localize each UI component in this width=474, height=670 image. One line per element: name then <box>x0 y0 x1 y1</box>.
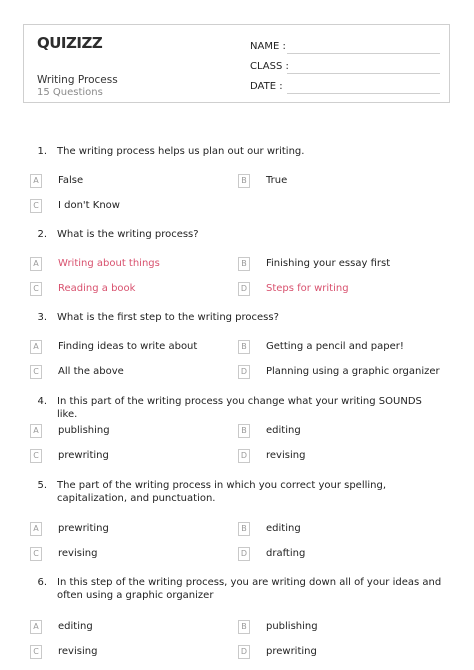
date-line[interactable] <box>287 93 440 94</box>
option-letter-box: A <box>30 424 42 438</box>
answer-option[interactable] <box>30 424 230 440</box>
option-text: editing <box>266 425 301 436</box>
answer-option[interactable] <box>238 449 438 465</box>
answer-option[interactable] <box>238 282 438 298</box>
option-text: Finding ideas to write about <box>58 341 198 352</box>
option-text: Steps for writing <box>266 283 349 294</box>
name-label: NAME : <box>250 41 286 52</box>
option-text: Finishing your essay first <box>266 258 391 269</box>
option-letter-box: D <box>238 449 250 463</box>
class-label: CLASS : <box>250 61 289 72</box>
answer-option[interactable] <box>238 522 438 538</box>
worksheet-title: Writing Process <box>37 74 118 86</box>
question-number: 3. <box>37 312 47 323</box>
option-text: I don't Know <box>58 200 120 211</box>
answer-option[interactable] <box>30 449 230 465</box>
date-label: DATE : <box>250 81 283 92</box>
option-text: publishing <box>266 621 318 632</box>
option-letter-box: B <box>238 522 250 536</box>
option-text: drafting <box>266 548 306 559</box>
option-letter-box: C <box>30 282 42 296</box>
option-text: All the above <box>58 366 124 377</box>
question-number: 2. <box>37 229 47 240</box>
question-text: In this step of the writing process, you are writing down all of your ideas and often using a graphic organizer <box>57 577 442 601</box>
answer-option[interactable] <box>30 340 230 356</box>
option-letter-box: C <box>30 449 42 463</box>
option-text: False <box>58 175 84 186</box>
answer-option[interactable] <box>30 522 230 538</box>
option-letter-box: D <box>238 547 250 561</box>
option-letter-box: C <box>30 365 42 379</box>
option-letter-box: D <box>238 645 250 659</box>
option-text: Planning using a graphic organizer <box>266 366 440 377</box>
quizizz-logo: QUIZIZZ <box>37 34 103 52</box>
answer-option[interactable] <box>238 340 438 356</box>
option-letter-box: A <box>30 174 42 188</box>
option-letter-box: C <box>30 547 42 561</box>
option-letter-box: C <box>30 645 42 659</box>
question-number: 5. <box>37 480 47 491</box>
option-text: revising <box>58 646 98 657</box>
question-count: 15 Questions <box>37 87 103 98</box>
answer-option[interactable] <box>238 174 438 190</box>
option-letter-box: B <box>238 257 250 271</box>
option-letter-box: C <box>30 199 42 213</box>
answer-option[interactable] <box>238 257 438 273</box>
answer-option[interactable] <box>30 174 230 190</box>
question-number: 1. <box>37 146 47 157</box>
answer-option[interactable] <box>238 547 438 563</box>
answer-option[interactable] <box>238 620 438 636</box>
class-line[interactable] <box>287 73 440 74</box>
answer-option[interactable] <box>30 620 230 636</box>
worksheet-header <box>23 24 450 103</box>
option-text: prewriting <box>58 450 109 461</box>
option-text: editing <box>58 621 93 632</box>
option-letter-box: A <box>30 522 42 536</box>
answer-option[interactable] <box>238 424 438 440</box>
answer-option[interactable] <box>30 282 230 298</box>
question-number: 6. <box>37 577 47 588</box>
option-text: True <box>266 175 288 186</box>
option-letter-box: B <box>238 620 250 634</box>
name-line[interactable] <box>287 53 440 54</box>
option-text: revising <box>58 548 98 559</box>
answer-option[interactable] <box>30 547 230 563</box>
answer-option[interactable] <box>238 365 438 381</box>
answer-option[interactable] <box>30 645 230 661</box>
question-number: 4. <box>37 396 47 407</box>
question-text: What is the writing process? <box>57 229 199 240</box>
option-text: publishing <box>58 425 110 436</box>
answer-option[interactable] <box>30 199 230 215</box>
option-letter-box: A <box>30 620 42 634</box>
option-text: editing <box>266 523 301 534</box>
question-text: In this part of the writing process you change what your writing SOUNDS like. <box>57 396 422 420</box>
option-letter-box: D <box>238 282 250 296</box>
option-text: prewriting <box>58 523 109 534</box>
question-text: The writing process helps us plan out our writing. <box>57 146 305 157</box>
option-letter-box: A <box>30 340 42 354</box>
answer-option[interactable] <box>30 257 230 273</box>
option-text: Getting a pencil and paper! <box>266 341 404 352</box>
option-letter-box: A <box>30 257 42 271</box>
answer-option[interactable] <box>30 365 230 381</box>
question-text: The part of the writing process in which you correct your spelling, capitalization, and punctuation. <box>57 480 387 504</box>
option-text: Reading a book <box>58 283 136 294</box>
option-letter-box: D <box>238 365 250 379</box>
option-text: Writing about things <box>58 258 160 269</box>
option-letter-box: B <box>238 174 250 188</box>
question-text: What is the first step to the writing process? <box>57 312 279 323</box>
option-letter-box: B <box>238 340 250 354</box>
option-text: revising <box>266 450 306 461</box>
option-text: prewriting <box>266 646 317 657</box>
answer-option[interactable] <box>238 645 438 661</box>
option-letter-box: B <box>238 424 250 438</box>
